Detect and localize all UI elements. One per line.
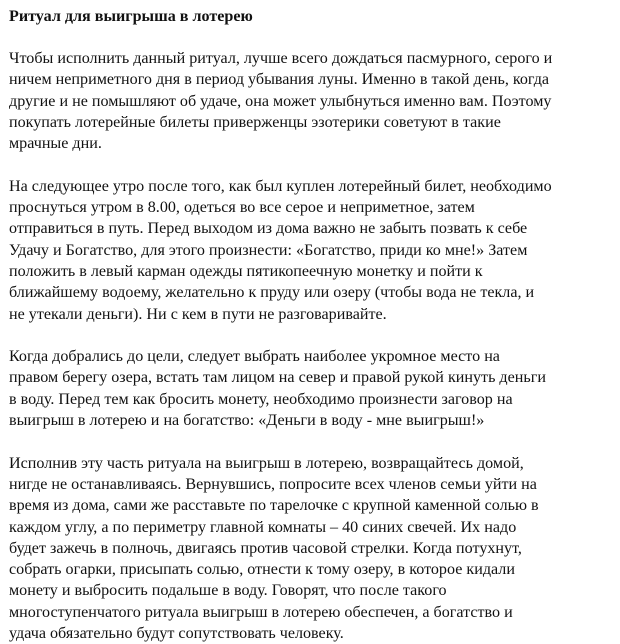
paragraph-line: проснуться утром в 8.00, одеться во все серое и неприметное, затем <box>9 199 475 217</box>
paragraph-4 <box>9 453 615 644</box>
paragraph-line: выигрыш в лотерею и на богатство: «Деньги в воду - мне выигрыш!» <box>9 412 485 430</box>
paragraph-line: нигде не останавливаясь. Вернувшись, попросите всех членов семьи уйти на <box>9 475 537 493</box>
paragraph-line: Когда добрались до цели, следует выбрать наиболее укромное место на <box>9 348 500 366</box>
document-page <box>9 6 615 644</box>
paragraph-3 <box>9 346 615 431</box>
paragraph-line: отправиться в путь. Перед выходом из дома важно не забыть позвать к себе <box>9 220 528 238</box>
paragraph-line: многоступенчатого ритуала выигрыш в лотерею обеспечен, а богатство и <box>9 603 513 621</box>
paragraph-2 <box>9 176 615 325</box>
paragraph-line: положить в левый карман одежды пятикопеечную монетку и пойти к <box>9 262 483 280</box>
paragraph-line: время из дома, сами же расставьте по тарелочке с крупной каменной солью в <box>9 497 539 515</box>
paragraph-line: ничем неприметного дня в период убывания луны. Именно в такой день, когда <box>9 71 550 89</box>
paragraph-line: Чтобы исполнить данный ритуал, лучше всего дождаться пасмурного, серого и <box>9 50 553 67</box>
paragraph-line: На следующее утро после того, как был куплен лотерейный билет, необходимо <box>9 177 552 195</box>
paragraph-line: ближайшему водоему, желательно к пруду или озеру (чтобы вода не текла, и <box>9 284 535 302</box>
paragraph-line: удача обязательно будут сопутствовать человеку. <box>9 625 344 643</box>
paragraph-1 <box>9 48 615 154</box>
paragraph-line: в воду. Перед тем как бросить монету, необходимо произнести заговор на <box>9 390 513 408</box>
paragraph-line: собрать огарки, присыпать солью, отнести к тому озеру, в которое кидали <box>9 561 515 579</box>
paragraph-line: каждом углу, а по периметру главной комнаты – 40 синих свечей. Их надо <box>9 518 517 536</box>
paragraph-line: будет зажечь в полночь, двигаясь против часовой стрелки. Когда потухнут, <box>9 539 522 557</box>
paragraph-line: Удачу и Богатство, для этого произнести: «Богатство, приди ко мне!» Затем <box>9 241 528 259</box>
paragraph-line: не утекали деньги). Ни с кем в пути не разговаривайте. <box>9 305 387 323</box>
paragraph-line: покупать лотерейные билеты приверженцы эзотерики советуют в такие <box>9 113 501 131</box>
paragraph-line: мрачные дни. <box>9 135 102 153</box>
paragraph-line: Исполнив эту часть ритуала на выигрыш в лотерею, возвращайтесь домой, <box>9 454 524 472</box>
paragraph-line: другие и не помышляют об удаче, она может улыбнуться именно вам. Поэтому <box>9 92 552 110</box>
paragraph-line: правом берегу озера, встать там лицом на север и правой рукой кинуть деньги <box>9 369 546 387</box>
paragraph-line: монету и выбросить подальше в воду. Говорят, что после такого <box>9 582 447 600</box>
document-title: Ритуал для выигрыша в лотерею <box>9 8 253 25</box>
